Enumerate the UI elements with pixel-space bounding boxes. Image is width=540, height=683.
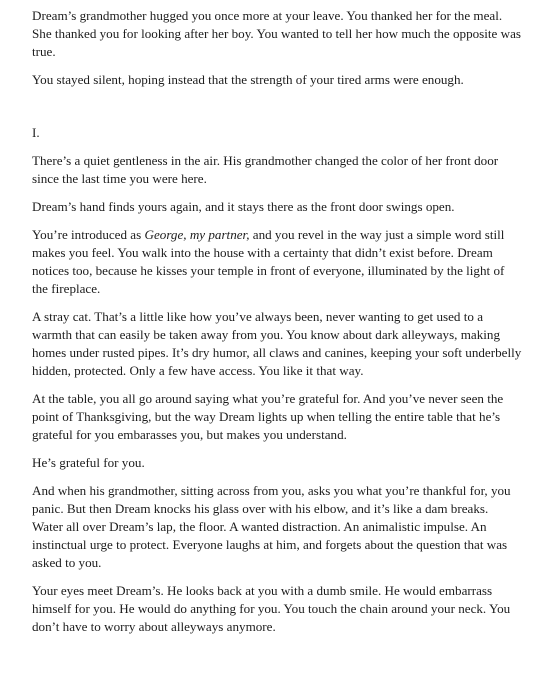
paragraph-introduced <box>32 226 522 298</box>
paragraph-panic: And when his grandmother, sitting across from you, asks you what you’re thankful for, you panic. But then Dream knocks his glass over with his elbow, and it’s like a dam breaks. Water all over Dream’s lap, the floor. A wanted distraction. An animalistic impulse. An instinctual urge to protect. Everyone laughs at him, and forgets about the question that was asked to you. <box>32 483 511 570</box>
paragraph-grateful: He’s grateful for you. <box>32 455 145 470</box>
paragraph-hand: Dream’s hand finds yours again, and it stays there as the front door swings open. <box>32 199 455 214</box>
section-marker: I. <box>32 125 40 140</box>
paragraph-leave: Dream’s grandmother hugged you once more at your leave. You thanked her for the meal. She thanked you for looking after her boy. You wanted to tell her how much the opposite was true. <box>32 8 521 59</box>
introduced-text-before: You’re introduced as <box>32 227 145 242</box>
introduced-text-after: and you revel in the way just a simple word still makes you feel. You walk into the house with a certainty that didn’t exist before. Dream notices too, because he kisses your temple in front of everyone, illuminated by the light of the fireplace. <box>32 227 505 296</box>
introduced-italic: George, my partner, <box>144 227 250 242</box>
paragraph-gentleness: There’s a quiet gentleness in the air. His grandmother changed the color of her front door since the last time you were here. <box>32 153 499 186</box>
paragraph-silent: You stayed silent, hoping instead that the strength of your tired arms were enough. <box>32 72 464 87</box>
paragraph-eyes-meet: Your eyes meet Dream’s. He looks back at you with a dumb smile. He would embarrass himself for you. He would do anything for you. You touch the chain around your neck. You don’t have to worry about alleyways anymore. <box>32 583 511 634</box>
paragraph-stray-cat: A stray cat. That’s a little like how you’ve always been, never wanting to get used to a warmth that can easily be taken away from you. You know about dark alleyways, making homes under rusted pipes. It’s dry humor, all claws and canines, keeping your soft underbelly hidden, protected. Only a few have access. You like it that way. <box>32 309 522 378</box>
section-gap <box>32 99 522 124</box>
paragraph-table: At the table, you all go around saying what you’re grateful for. And you’ve never seen the point of Thanksgiving, but the way Dream lights up when telling the entire table that he’s grateful for you embarasses you, but makes you understand. <box>32 391 504 442</box>
